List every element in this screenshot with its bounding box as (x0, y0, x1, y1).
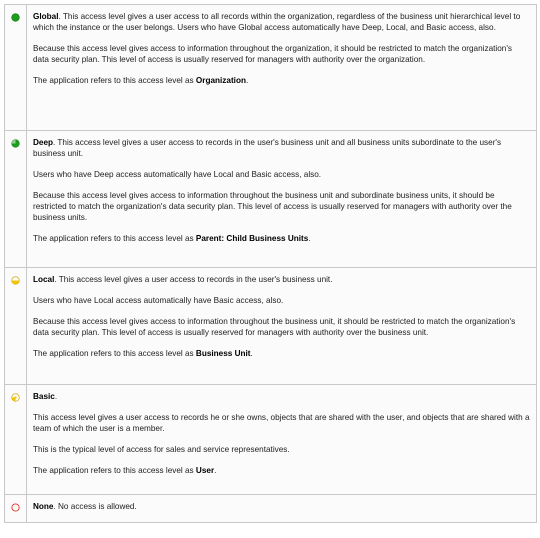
refers-prefix: The application refers to this access level as (33, 233, 196, 243)
level-name: Local (33, 275, 55, 284)
table-row-none (5, 494, 536, 522)
icon-cell (5, 495, 27, 522)
refers-value: Parent: Child Business Units (195, 233, 309, 243)
quarter-yellow-circle-icon (11, 393, 20, 402)
refers-paragraph (33, 466, 530, 477)
lead-paragraph (33, 138, 530, 160)
lead-text: . (54, 392, 58, 401)
lead-text: . No access is allowed. (53, 502, 137, 511)
table-row-global (5, 5, 536, 130)
description-cell (27, 495, 536, 522)
lead-text: . This access level gives a user access to records in the user's business unit and all business units subordinate to the user's business unit. (33, 138, 502, 158)
table-row-deep (5, 130, 536, 267)
paragraph: Users who have Deep access automatically have Local and Basic access, also. (33, 169, 322, 179)
description-cell (27, 131, 536, 267)
description-cell (27, 5, 536, 130)
lead-paragraph (33, 12, 530, 34)
paragraph: This access level gives a user access to records he or she owns, objects that are shared with the user, and objects that are shared with a team of which the user is a member. (33, 413, 530, 433)
refers-value: Organization (195, 75, 246, 85)
lead-paragraph (33, 502, 530, 513)
refers-suffix: . (245, 75, 249, 85)
three-quarter-green-circle-icon (11, 139, 20, 148)
lead-text: . This access level gives a user access to all records within the organization, regardless of the business unit hierarchical level to which the instance or the user belongs. Users who have Global access automatically have Deep, Local, and Basic access, also. (33, 12, 521, 32)
full-green-circle-icon (11, 13, 20, 22)
lead-text: . This access level gives a user access to records in the user's business unit. (54, 275, 333, 284)
refers-paragraph (33, 234, 530, 245)
level-name: Deep (33, 138, 54, 147)
refers-paragraph (33, 76, 530, 87)
paragraph: Users who have Local access automatically have Basic access, also. (33, 296, 284, 306)
paragraph: Because this access level gives access to information throughout the business unit, it should be restricted to match the organization's data security plan. This level of access is usually reserved for managers with authority over the business unit. (33, 317, 516, 338)
refers-prefix: The application refers to this access level as (33, 75, 196, 85)
refers-suffix: . (214, 466, 217, 476)
icon-cell (5, 385, 27, 494)
refers-value: Business Unit (195, 349, 251, 359)
lead-paragraph (33, 275, 530, 286)
refers-suffix: . (308, 233, 311, 243)
refers-paragraph (33, 349, 530, 360)
table-row-basic (5, 384, 536, 494)
paragraph: Because this access level gives access to information throughout the organization, it should be restricted to match the organization's data security plan. This level of access is usually reserved for managers with authority over the organization. (33, 43, 512, 64)
table-row-local (5, 267, 536, 384)
refers-prefix: The application refers to this access level as (33, 349, 196, 359)
paragraph: This is the typical level of access for sales and service representatives. (33, 445, 290, 455)
icon-cell (5, 131, 27, 267)
icon-cell (5, 5, 27, 130)
refers-value: User (195, 466, 215, 476)
level-name: None (33, 502, 54, 511)
level-name: Basic (33, 392, 55, 401)
refers-prefix: The application refers to this access level as (33, 466, 196, 476)
paragraph: Because this access level gives access to information throughout the business unit and subordinate business units, it should be restricted to match the organization's data security plan. This level of access is usually reserved for managers with authority over the business units. (33, 191, 512, 222)
lead-paragraph (33, 392, 530, 403)
icon-cell (5, 268, 27, 384)
description-cell (27, 268, 536, 384)
empty-red-circle-icon (11, 503, 20, 512)
half-yellow-circle-icon (11, 276, 20, 285)
description-cell (27, 385, 536, 494)
refers-suffix: . (250, 349, 253, 359)
level-name: Global (33, 12, 59, 21)
access-levels-table (4, 4, 537, 523)
